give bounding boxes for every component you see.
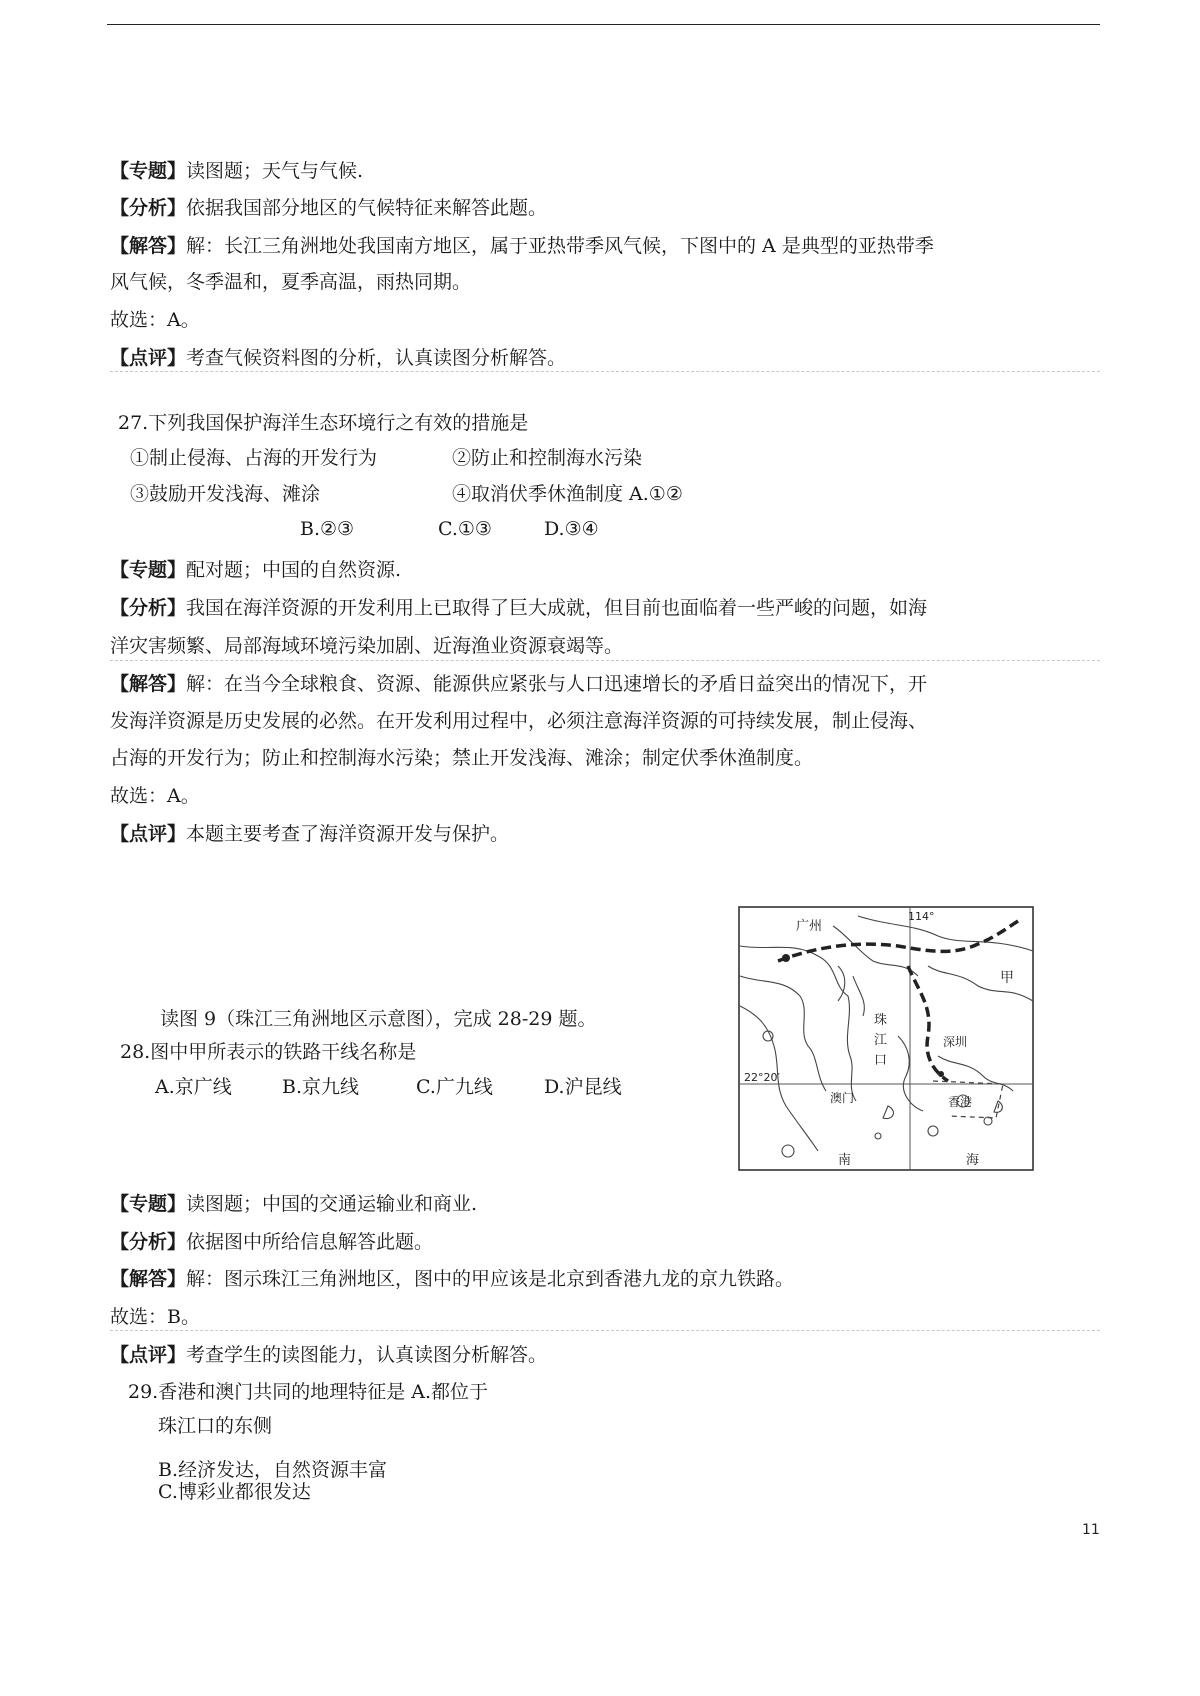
- tag-zhuanti: 【专题】: [110, 160, 187, 182]
- q27-option-1: ①制止侵海、占海的开发行为: [130, 447, 378, 469]
- q28-intro: 读图 9（珠江三角洲地区示意图），完成 28-29 题。: [160, 1008, 597, 1030]
- label-nan: 南: [838, 1153, 852, 1168]
- q27-option-4: ④取消伏季休渔制度 A.①②: [452, 483, 683, 505]
- jieda-text: 解：长江三角洲地处我国南方地区，属于亚热带季风气候，下图中的 A 是典型的亚热带季: [186, 235, 934, 257]
- label-shenzhen: 深圳: [943, 1035, 968, 1049]
- q26-answer: 故选：A。: [110, 309, 200, 331]
- q27-option-c: C.①③: [438, 518, 492, 540]
- tag-fenxi: 【分析】: [110, 197, 187, 219]
- label-latitude: 22°20′: [744, 1071, 780, 1084]
- q29-option-a-cont: 珠江口的东侧: [158, 1415, 273, 1437]
- label-xianggang: 香港: [948, 1095, 973, 1109]
- q27-jieda-line3: 占海的开发行为；防止和控制海水污染；禁止开发浅海、滩涂；制定伏季休渔制度。: [110, 747, 814, 769]
- divider: [110, 1330, 1100, 1331]
- q27-option-2: ②防止和控制海水污染: [452, 447, 643, 469]
- q28-option-a: A.京广线: [155, 1076, 232, 1098]
- q26-dianping: [110, 344, 566, 372]
- header-rule: [107, 24, 1100, 25]
- fenxi-text: 依据我国部分地区的气候特征来解答此题。: [186, 197, 548, 219]
- q28-zhuanti: [110, 1190, 477, 1218]
- q28-option-d: D.沪昆线: [544, 1076, 622, 1098]
- dianping-text: 本题主要考查了海洋资源开发与保护。: [186, 823, 510, 845]
- label-kou: 口: [874, 1053, 888, 1068]
- tag-jieda: 【解答】: [110, 235, 187, 257]
- zhuanti-text: 读图题；天气与气候.: [186, 160, 364, 182]
- q27-jieda-line1: [110, 670, 927, 698]
- label-longitude: 114°: [908, 910, 935, 923]
- zhuanti-text: 读图题；中国的交通运输业和商业.: [186, 1193, 478, 1215]
- q27-option-b: B.②③: [300, 518, 355, 540]
- q28-option-b: B.京九线: [282, 1076, 360, 1098]
- tag-dianping: 【点评】: [110, 347, 187, 369]
- q27-fenxi-line1: [110, 594, 927, 622]
- tag-dianping: 【点评】: [110, 1344, 187, 1366]
- label-zhu: 珠: [874, 1013, 888, 1028]
- label-jiang: 江: [874, 1033, 888, 1048]
- divider: [110, 660, 1100, 661]
- fenxi-text: 依据图中所给信息解答此题。: [186, 1231, 434, 1253]
- q27-zhuanti: [110, 556, 401, 584]
- zhuanti-text: 配对题；中国的自然资源.: [186, 559, 402, 581]
- q29-option-c: C.博彩业都很发达: [158, 1481, 311, 1503]
- q28-question: 28.图中甲所表示的铁路干线名称是: [120, 1041, 417, 1063]
- label-aomen: 澳门: [830, 1091, 855, 1105]
- tag-jieda: 【解答】: [110, 673, 187, 695]
- tag-zhuanti: 【专题】: [110, 559, 187, 581]
- dianping-text: 考查气候资料图的分析，认真读图分析解答。: [186, 347, 567, 369]
- q28-answer: 故选：B。: [110, 1306, 200, 1328]
- label-jia: 甲: [1000, 970, 1014, 986]
- label-guangzhou: 广州: [796, 919, 823, 934]
- q27-question: 27.下列我国保护海洋生态环境行之有效的措施是: [118, 412, 529, 434]
- q27-option-3: ③鼓励开发浅海、滩涂: [130, 483, 321, 505]
- shenzhen-dot: [938, 1071, 944, 1077]
- tag-dianping: 【点评】: [110, 823, 187, 845]
- q27-jieda-line2: 发海洋资源是历史发展的必然。在开发利用过程中，必须注意海洋资源的可持续发展，制止侵海、: [110, 710, 928, 732]
- q27-option-d: D.③④: [544, 518, 599, 540]
- tag-jieda: 【解答】: [110, 1268, 187, 1290]
- fenxi-text: 我国在海洋资源的开发利用上已取得了巨大成就，但目前也面临着一些严峻的问题，如海: [186, 597, 928, 619]
- guangzhou-dot: [782, 954, 790, 962]
- q28-dianping: [110, 1341, 547, 1369]
- q27-dianping: [110, 820, 509, 848]
- q27-answer: 故选：A。: [110, 785, 200, 807]
- pearl-river-delta-map: [738, 906, 1034, 1171]
- q26-zhuanti: [110, 157, 363, 185]
- dianping-text: 考查学生的读图能力，认真读图分析解答。: [186, 1344, 548, 1366]
- page-number: 11: [1082, 1522, 1100, 1538]
- tag-zhuanti: 【专题】: [110, 1193, 187, 1215]
- jieda-text: 解：图示珠江三角洲地区，图中的甲应该是北京到香港九龙的京九铁路。: [186, 1268, 795, 1290]
- q28-jieda: [110, 1265, 794, 1293]
- q29-question: 29.香港和澳门共同的地理特征是 A.都位于: [128, 1381, 489, 1403]
- jieda-text: 解：在当今全球粮食、资源、能源供应紧张与人口迅速增长的矛盾日益突出的情况下，开: [186, 673, 928, 695]
- q28-fenxi: [110, 1228, 433, 1256]
- q28-option-c: C.广九线: [416, 1076, 493, 1098]
- q26-fenxi: [110, 194, 547, 222]
- q26-jieda-line2: 风气候，冬季温和，夏季高温，雨热同期。: [110, 271, 472, 293]
- label-hai: 海: [966, 1153, 980, 1168]
- q29-option-b: B.经济发达，自然资源丰富: [158, 1459, 388, 1481]
- divider: [110, 371, 1100, 372]
- tag-fenxi: 【分析】: [110, 597, 187, 619]
- q27-fenxi-line2: 洋灾害频繁、局部海域环境污染加剧、近海渔业资源衰竭等。: [110, 635, 624, 657]
- tag-fenxi: 【分析】: [110, 1231, 187, 1253]
- q26-jieda-line1: [110, 232, 934, 260]
